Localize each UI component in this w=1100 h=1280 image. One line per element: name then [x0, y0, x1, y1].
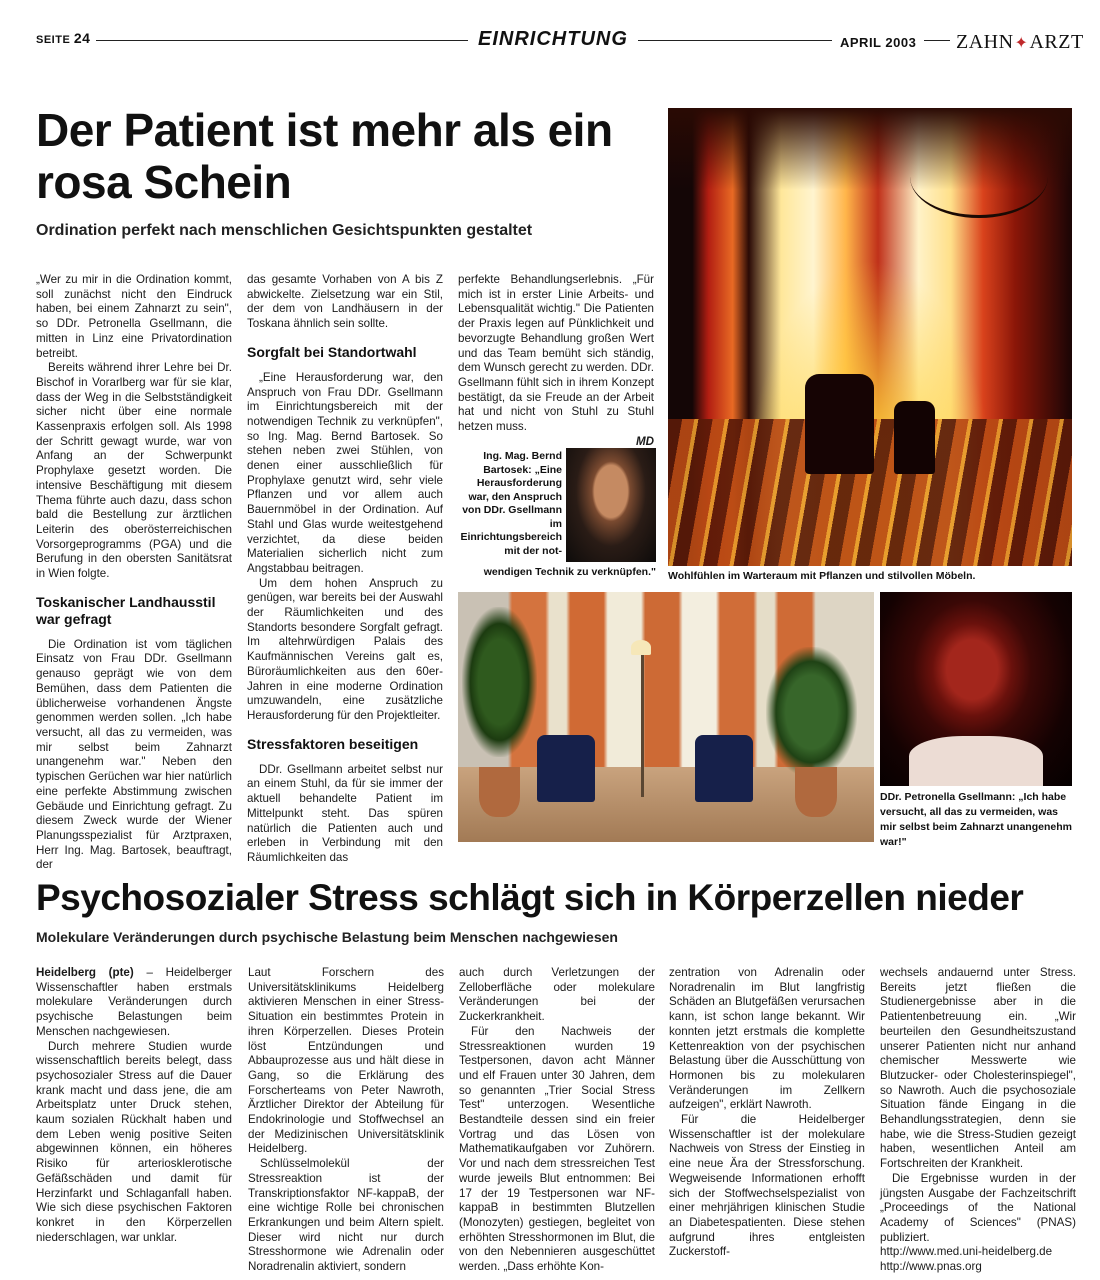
photo-caption-waiting-room: Wohlfühlen im Warteraum mit Pflanzen und stilvollen Möbeln. — [668, 570, 976, 582]
author-signature: MD — [635, 434, 654, 448]
paragraph: Die Ordination ist vom täglichen Einsatz von Frau DDr. Gsellmann genauso geprägt wie von dem Bemühen, dass dem Patienten die üblicherweise vorhandenen Ängste genommen werden sollen. „Ich habe versucht, all das zu vermeiden, was mir selbst beim Zahnarzt unangenehm war." Neben den typischen Gerüchen war hier natürlich eine perfekte Abstimmung zwischen Gebäude und Einrichtung gefragt. Zu diesem Zweck wurde der Wiener Planungsspezialist für Arztpraxen, Herr Ing. Mag. Bartosek, beauftragt, der — [36, 637, 232, 872]
armchair-shape — [805, 374, 874, 475]
article-2-headline: Psychosozialer Stress schlägt sich in Körperzellen nieder — [36, 877, 1024, 918]
plant-pot-shape — [795, 767, 837, 817]
article-2-column-5 — [880, 966, 1076, 1275]
paragraph: perfekte Behandlungserlebnis. „Für mich ist in erster Linie Arbeits- und Lebensqualität wichtig." Die Patienten der Praxis legen auf Pünklichkeit und bevorzugte Behandlung großen Wert und das Team bemüht sich ständig, dem Wunsch gerecht zu werden. DDr. Gsellmann fühlt sich in ihrem Konzept bestätigt, da sie Freude an der Arbeit hat und nicht von Stuhl zu Stuhl hetzen muss. — [458, 273, 654, 434]
paragraph: auch durch Verletzungen der Zelloberfläche oder molekulare Veränderungen bei der Zuckerkrankheit. — [459, 966, 655, 1024]
section-heading: Toskanischer Landhausstil war gefragt — [36, 593, 216, 627]
article-2-column-4 — [669, 966, 865, 1260]
paragraph: Für die Heidelberger Wissenschaftler ist der molekulare Nachweis von Stress der Einstieg in eine neue Ära der Stressforschung. Wegweisende Informationen erhofft sich der Stoffwechselspezialist von einer mehrjährigen klinischen Studie an Diabetespatienten. Diese stehen aufgrund ihres entgleisten Zuckerstoff- — [669, 1113, 865, 1259]
paragraph: Um dem hohen Anspruch zu genügen, war bereits bei der Auswahl der Räumlichkeiten und des Standorts besondere Sorgfalt gefragt. Im altehrwürdigen Palais des Kaufmännischen Vereins galt es, Büroräumlichkeiten aus den 60er-Jahren in eine moderne Ordination umzuwandeln, eine zusätzliche Herausforderung für den Projektleiter. — [247, 576, 443, 722]
page-number: SEITE 24 — [36, 30, 96, 46]
paragraph: „Wer zu mir in die Ordination kommt, soll zunächst nicht den Eindruck haben, bei einem Zahnarzt zu sein", so DDr. Petronella Gsellmann, die mitten in Linz eine Privatordination betreibt. — [36, 273, 232, 360]
paragraph: Laut Forschern des Universitätsklinikums Heidelberg aktivieren Menschen in einer Stress-Situation ein bestimmtes Protein in ihren Körperzellen. Dieses Protein löst Entzündungen und Abbauprozesse aus und hält diese in Gang, so die Erklärung des Forscherteams von Peter Nawroth, Ärztlicher Direktor der Abteilung für Endokrinologie und Stoffwechsel an der Medizinischen Universitätsklinik Heidelberg. — [248, 966, 444, 1156]
paragraph: DDr. Gsellmann arbeitet selbst nur an einem Stuhl, da für sie immer der aktuell behandelte Patient im Mittelpunkt steht. Das spüren natürlich die Patienten auch und erleben in Verbindung mit den Räumlichkeiten das — [247, 762, 443, 864]
paragraph: Die Ergebnisse wurden in der jüngsten Ausgabe der Fachzeitschrift „Proceedings of the National Academy of Sciences" (PNAS) publiziert. — [880, 1171, 1076, 1244]
paragraph: zentration von Adrenalin oder Noradrenalin im Blut langfristig Schäden an Blutgefäßen verursachen kann, ist schon lange bekannt. Wir konnten jetzt erstmals die komplette Kettenreaktion von der psychischen Belastung über die Ausschüttung von Hormonen bis zu molekularen Veränderungen im Zellkern aufzeigen", erklärt Nawroth. — [669, 966, 865, 1112]
article-2-column-1 — [36, 966, 232, 1245]
section-heading: Sorgfalt bei Standortwahl — [247, 343, 417, 360]
web-link[interactable]: http://www.pnas.org — [880, 1260, 982, 1274]
dateline: Heidelberg (pte) — [36, 966, 134, 979]
article-1-column-3 — [458, 273, 654, 449]
armchair-shape — [537, 735, 595, 803]
paragraph: das gesamte Vorhaben von A bis Z abwickelte. Zielsetzung war ein Stil, der dem von Landhäusern in der Toskana ähnlich sein sollte. — [247, 273, 443, 331]
photo-caption-gsellmann: DDr. Petronella Gsellmann: „Ich habe versucht, all das zu vermeiden, was mir selbst beim Zahnarzt unangenehm war!" — [880, 791, 1072, 848]
plant-pot-shape — [479, 767, 521, 817]
armchair-shape — [894, 401, 934, 474]
article-1-column-1 — [36, 273, 232, 873]
floor-lamp-shape — [641, 652, 644, 797]
chandelier-shape — [910, 135, 1047, 217]
issue-date: APRIL 2003 — [832, 35, 924, 50]
article-2-column-3 — [459, 966, 655, 1275]
section-heading: Stressfaktoren beseitigen — [247, 735, 419, 752]
publication-logo: ZAHN✦ARZT — [950, 31, 1084, 54]
article-2-column-2 — [248, 966, 444, 1275]
paragraph: „Eine Herausforderung war, den Anspruch von Frau DDr. Gsellmann im Einrichtungsbereich mit der notwendigen Technik zu verknüpfen", so Ing. Mag. Bernd Bartosek. So stehen neben zwei Stühlen, von denen einer ausschließlich für Prophylaxe genutzt wird, sehr viele Pflanzen und vor allem auch Bauernmöbel in der Ordination. Auf Stahl und Glas wurde weitestgehend verzichtet, da diese beiden Materialien sicherlich nicht zum Angstabbau beitragen. — [247, 370, 443, 575]
portrait-caption-continued: wendigen Technik zu verknüpfen." — [483, 566, 656, 578]
photo-treatment-room — [458, 592, 874, 842]
article-1-headline: Der Patient ist mehr als ein rosa Schein — [36, 104, 613, 208]
article-1-column-2 — [247, 273, 443, 866]
paragraph — [36, 966, 232, 1040]
portrait-photo-gsellmann — [880, 592, 1072, 786]
paragraph: Bereits während ihrer Lehre bei Dr. Bischof in Vorarlberg war für sie klar, dass der Weg in die Selbstständigkeit sicher nicht über eine normale Kassenpraxis erfolgen soll. Als 1998 der Schritt gewagt wurde, war von Anfang an der Schwerpunkt Prophylaxe gesetzt worden. Die intensive Beschäftigung mit diesem Thema führte auch dazu, dass schon bald die Bestellung zur ärztlichen Leiterin des oberösterreichischen Vorsorgeprogramms (PGA) und die Berufung in den obersten Sanitätsrat in Wien folgte. — [36, 361, 232, 581]
paragraph: wechsels andauernd unter Stress. Bereits jetzt fließen die Studienergebnisse aber in die Patientenbetreuung ein. „Wir beurteilen den Gesundheitszustand unserer Patienten nicht nur anhand chemischer Messwerte wie Blutzucker- oder Cholesterinspiegel", so Nawroth. Auch die psychosoziale Situation fände Eingang in die Behandlungsstrategien, denn sie habe, wie die Stress-Studien gezeigt haben, wesentlichen Anteil am Fortschreiten der Krankheit. — [880, 966, 1076, 1171]
paragraph-text: – Heidelberger Wissenschaftler haben erstmals molekulare Veränderungen durch psychische Belastungen beim Menschen nachgewiesen. — [36, 966, 233, 1038]
web-link[interactable]: http://www.med.uni-heidelberg.de — [880, 1245, 1053, 1259]
portrait-shirt-shape — [909, 736, 1043, 786]
portrait-caption: Ing. Mag. Bernd Bartosek: „Eine Herausforderung war, den Anspruch von DDr. Gsellmann im Einrichtungsbereich mit der not- — [460, 450, 562, 557]
plant-shape — [766, 647, 858, 777]
paragraph: Schlüsselmolekül der Stressreaktion ist der Transkriptionsfaktor NF-kappaB, der eine wichtige Rolle bei chronischen Erkrankungen und beim Altern spielt. Dieser wird nicht nur durch Stresshormone wie Adrenalin oder Noradrenalin aktiviert, sondern — [248, 1157, 444, 1274]
floor-lamp-head-shape — [631, 640, 652, 655]
section-title: EINRICHTUNG — [468, 28, 638, 51]
plant-shape — [462, 607, 537, 757]
paragraph: Für den Nachweis der Stressreaktionen wurden 19 Testpersonen, davon acht Männer und elf Frauen unter 30 Jahren, dem so genannten „Trier Social Stress Test" unterzogen. Wesentliche Bestandteile dessen sind ein freier Vortrag und das Lösen von Mathematikaufgaben vor Zuhörern. Vor und nach dem stressreichen Test wurde jeweils Blut entnommen: Bei 17 der 19 Testpersonen war NF-kappaB in bestimmten Blutzellen (Monozyten) gestiegen, begleitet von erhöhten Stresshormonen im Blut, die von den Nebennieren ausgeschüttet werden. „Dass erhöhte Kon- — [459, 1024, 655, 1274]
portrait-photo-bartosek — [566, 448, 656, 562]
armchair-shape — [695, 735, 753, 803]
photo-waiting-room — [668, 108, 1072, 566]
paragraph: Durch mehrere Studien wurde wissenschaftlich bereits belegt, dass psychosozialer Stress auf die Dauer krank macht und dass jene, die am Arbeitsplatz unter Druck stehen, kaum sozialen Rückhalt haben und dem Leben wenig positive Seiten abgewinnen können, ein höheres Risiko für arteriosklerotische Gefäßschäden und damit für Herzinfarkt und Schlaganfall haben. Wie sich diese psychischen Faktoren konkret in den Körperzellen niederschlagen, war unklar. — [36, 1039, 232, 1244]
article-1-subheadline: Ordination perfekt nach menschlichen Gesichtspunkten gestaltet — [36, 222, 533, 239]
article-2-subheadline: Molekulare Veränderungen durch psychische Belastung beim Menschen nachgewiesen — [36, 929, 618, 945]
